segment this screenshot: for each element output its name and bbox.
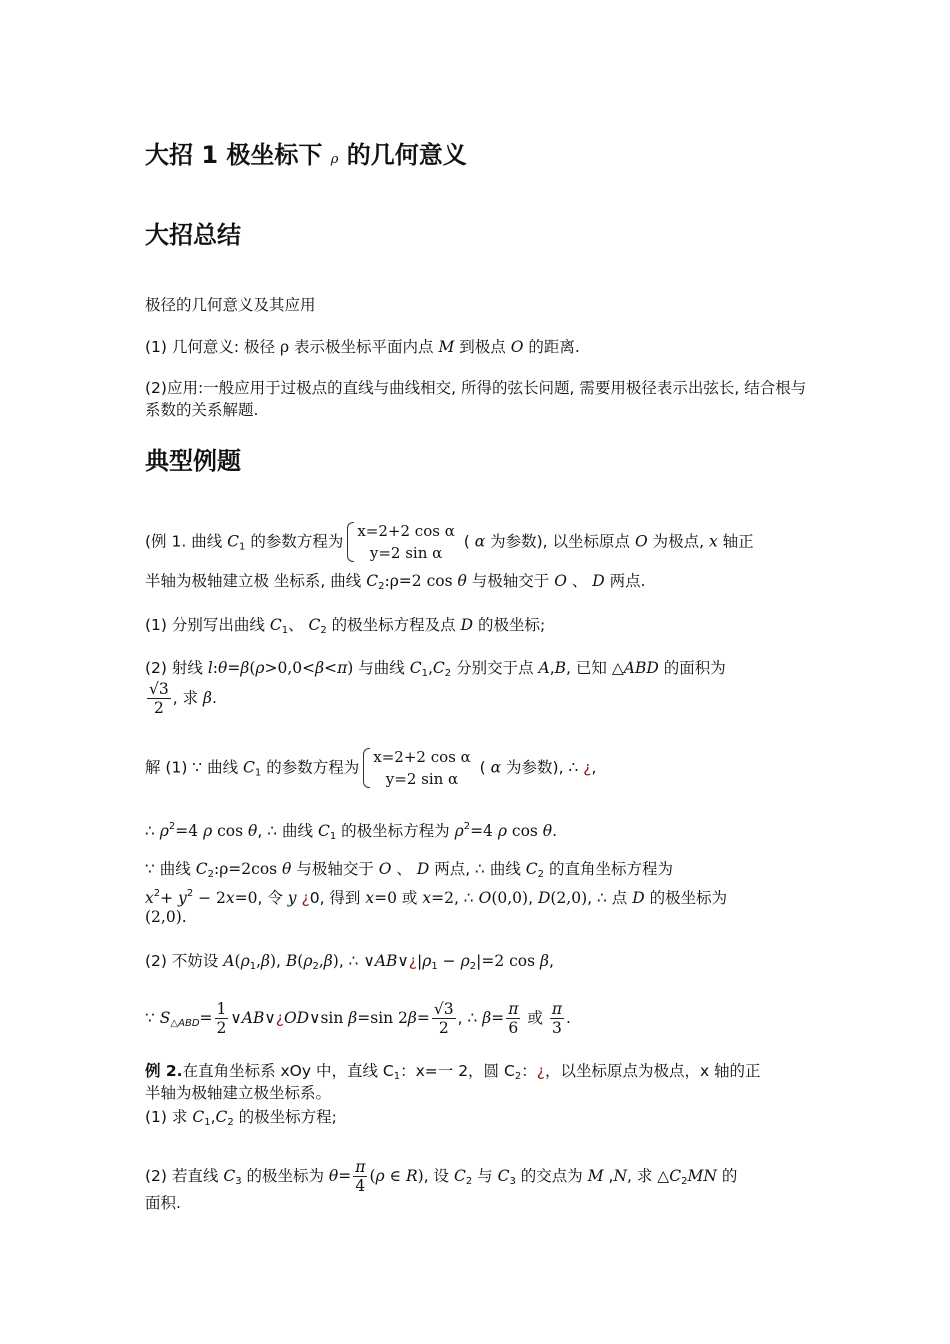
solution-line4: $x^2+ y^2 - 2x=0$, 令 y ¿0, 得到 x=0 或 x=2, ∴ O(0,0), D(2,0), ∴ 点 D 的极坐标为 [145,888,728,907]
example1-question-1: (1) 分别写出曲线 $C_1$、 $C_2$ 的极坐标方程及点 D 的极坐标; [145,616,546,636]
example1-question-2-tail: $\frac{√3}{2}$ , 求 β. [149,680,217,717]
example2-line2: 半轴为极轴建立极坐标系。 [145,1084,332,1102]
solution-lead: 解 (1) ∵ 曲线 [145,758,239,777]
solution-line6: (2) 不妨设 $A(\rho_1,\beta)$, $B(\rho_2,\beta)$, ∴ $\vee AB\vee¿|\rho_1 - \rho_2|=2$ cos β, [145,952,554,972]
equation-row-2: y=2 sin α [369,544,443,562]
example2-question-2-tail: 面积. [145,1194,181,1212]
fraction-numerator: √3 [149,680,169,698]
solution-line3: ∵ 曲线 $C_2:\rho=2\cos$ θ 与极轴交于 O 、 D 两点, ∴ 曲线 $C_2$ 的直角坐标方程为 [145,860,673,880]
fraction-denominator: 2 [153,699,164,717]
summary-item-2: (2)应用:一般应用于过极点的直线与曲线相交, 所得的弦长问题, 需要用极径表示出弦长, 结合根与 系数的关系解题. [145,379,807,419]
solution-line2: ∴ $\rho^2=4$ ρ cos θ, ∴ 曲线 $C_1$ 的极坐标方程为 $\rho^2=4$ ρ cos θ. [145,821,558,842]
example1-lead: (例 1. 曲线 [145,532,223,551]
solution-mid: 的参数方程为 [266,758,360,777]
example1-mid1: 的参数方程为 [250,532,344,551]
title-prefix: 大招 1 极坐标下 [145,141,323,169]
example1-line2: 半轴为极轴建立极 坐标系, 曲线 $C_2:\rho=2$ cos θ 与极轴交于 O 、 D 两点. [145,572,646,592]
example2-label: 例 2. [145,1062,183,1080]
summary-item-1: (1) 几何意义: 极径 ρ 表示极坐标平面内点 M 到极点 O 的距离. [145,338,580,356]
equation-row-1: x=2+2 cos α [357,522,455,540]
example2-question-2: (2) 若直线 $C_3$ 的极坐标为 θ= $\frac{\pi}{4}$ (ρ ∈ R), 设 $C_2$ 与 $C_3$ 的交点为 M ,N, 求 $\triangle C_2MN$ 的 [145,1158,738,1195]
solution-line5: (2,0). [145,908,187,926]
solution-equation-row-2: y=2 sin α [385,770,459,788]
fraction-sqrt3-over-2 [147,680,171,717]
example2-question-1: (1) 求 $C_1,C_2$ 的极坐标方程; [145,1108,337,1128]
param-equation-system [347,520,454,564]
example1-question-2: (2) 射线 l:θ=β(ρ>0,0<β<π) 与曲线 $C_1,C_2$ 分别交于点 A,B, 已知 △ABD 的面积为 [145,659,726,679]
section-heading-summary: 大招总结 [145,221,241,249]
solution-line1: 解 (1) ∵ 曲线 $C_1$ 的参数方程为 x=2+2 cos α y=2 sin α ( α 为参数), ∴ ¿, [145,748,597,788]
summary-intro: 极径的几何意义及其应用 [145,296,316,314]
example1-line1: (例 1. 曲线 $C_1$ 的参数方程为 x=2+2 cos α y=2 sin α ( α 为参数), 以坐标原点 O 为极点, x 轴正 [145,522,754,562]
example2-line1: 例 2.在直角坐标系 xOy 中，直线 $C_1$：x=一 2，圆 $C_2$：¿，以坐标原点为极点，x 轴的正 [145,1062,761,1082]
solution-param-system [363,746,470,790]
solution-equation-row-1: x=2+2 cos α [373,748,471,766]
page-title [145,140,467,175]
section-heading-examples: 典型例题 [145,447,241,475]
title-rho: ρ [330,152,339,167]
solution-line7: ∵ $S_{\triangle ABD}=$ $\frac{1}{2}$ ∨AB∨¿OD∨sin β=sin 2β= $\frac{√3}{2}$ , ∴ β= $\frac{\pi}{6}$ 或 $\frac{\pi}{3}$ . [145,1000,571,1037]
title-suffix: 的几何意义 [346,141,467,169]
garbled-glyph: ¿ [583,758,592,777]
